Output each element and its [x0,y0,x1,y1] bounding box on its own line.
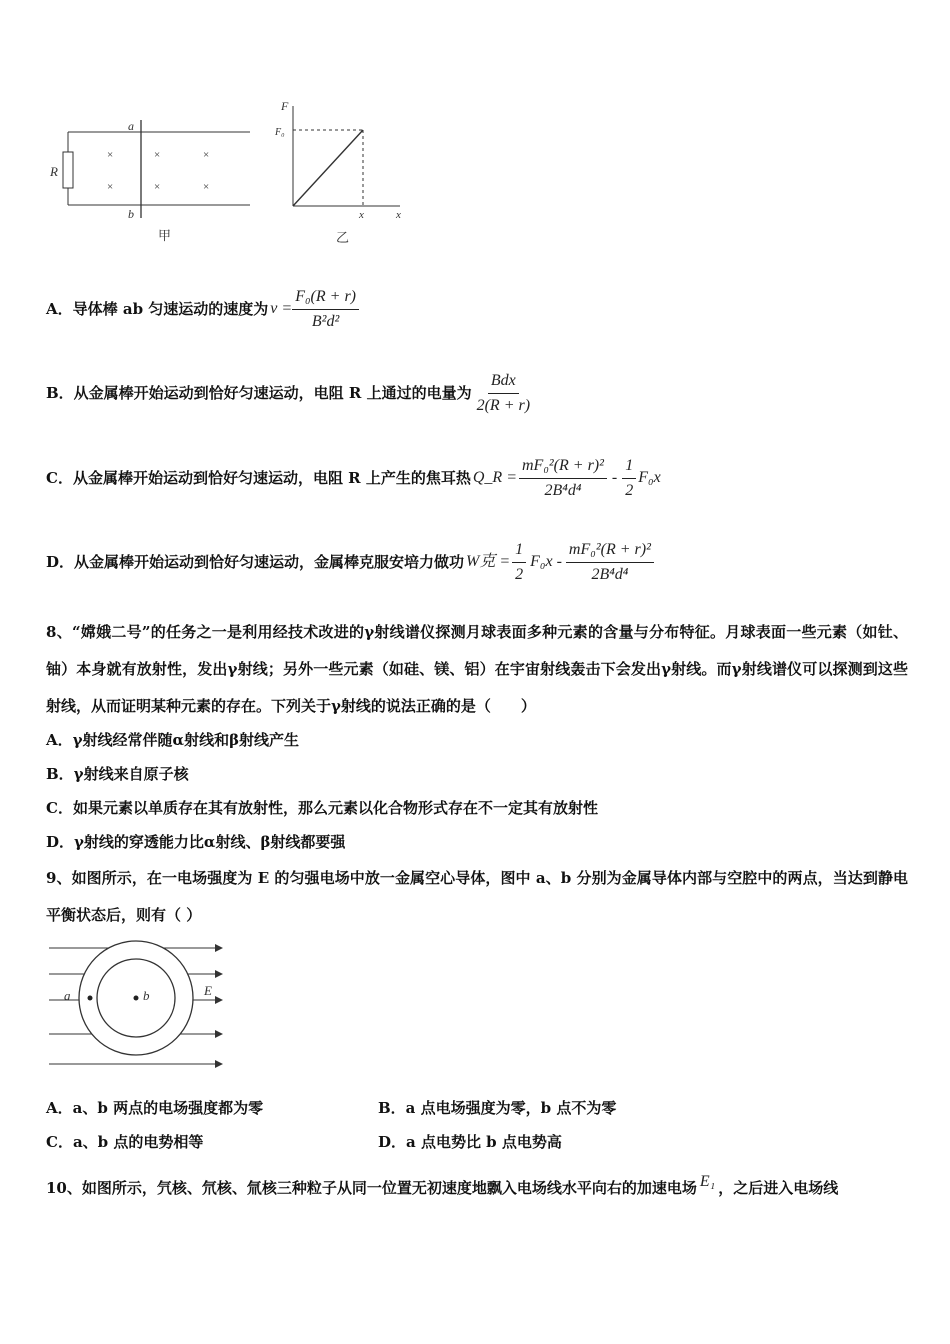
q7-option-d-mid: F₀x - [530,553,562,570]
label-a: a [128,119,134,133]
resistor-symbol [63,152,73,188]
q10-symbol-E1: E₁ [699,1173,716,1190]
q7-option-a-fraction [292,287,359,332]
q7-option-d-half-num: 1 [512,540,526,563]
q7-option-c[interactable] [46,452,661,504]
q7-option-c-lhs: Q_R = [472,469,517,486]
q7-option-c-tail: F₀x [638,469,661,486]
q7-option-c-half-num: 1 [622,456,636,479]
q8-option-b[interactable]: B．γ射线来自原子核 [46,765,189,783]
label-point-b: b [143,988,150,1003]
q7-option-c-text: C．从金属棒开始运动到恰好匀速运动，电阻 R 上产生的焦耳热 [46,469,471,487]
q7-option-c-half [622,456,636,501]
axis-label-F: F [281,99,289,113]
q7-option-d-text: D．从金属棒开始运动到恰好匀速运动，金属棒克服安培力做功 [46,553,465,571]
q7-option-a-denominator: B²d² [311,312,340,330]
q10-stem-text: 10、如图所示，氕核、氘核、氚核三种粒子从同一位置无初速度地飘入电场线水平向右的加速电场 [46,1179,697,1197]
q7-option-d-numerator: mF₀²(R + r)² [566,540,654,563]
q7-option-c-fraction [519,456,607,501]
q9-option-c[interactable]: C．a、b 点的电势相等 [46,1133,204,1151]
q7-option-d-denominator: 2B⁴d⁴ [591,565,629,583]
axis-label-x: x [396,209,401,221]
q7-option-d-lhs: W克 = [466,553,511,570]
q7-option-c-numerator: mF₀²(R + r)² [519,456,607,479]
svg-text:×: × [107,181,114,193]
svg-text:×: × [154,181,161,193]
magnetic-field-markers [107,149,209,193]
q9-option-b[interactable]: B．a 点电场强度为零，b 点不为零 [378,1099,617,1117]
svg-text:×: × [203,149,210,161]
q8-option-a[interactable]: A．γ射线经常伴随α射线和β射线产生 [46,731,300,749]
label-field-E: E [204,983,212,998]
q7-option-d-half [512,540,526,585]
caption-jia: 甲 [158,228,172,243]
q10-stem [46,1173,839,1198]
label-point-a: a [64,988,71,1003]
q7-option-a[interactable] [46,284,359,334]
q7-option-c-minus: - [611,469,618,486]
label-b: b [128,207,134,221]
label-F0: F₀ [275,127,285,138]
force-line [293,130,363,206]
q7-option-d-half-den: 2 [515,565,524,583]
q10-stem-tail: ，之后进入电场线 [718,1179,839,1197]
q7-option-d-fraction [566,540,654,585]
q7-option-c-denominator: 2B⁴d⁴ [544,481,582,499]
figure-yi [270,98,410,248]
q7-option-a-numerator: F₀(R + r) [292,287,359,310]
q9-stem: 9、如图所示，在一电场强度为 E 的匀强电场中放一金属空心导体，图中 a、b 分别为金属导体内部与空腔中的两点，当达到静电平衡状态后，则有（ ） [46,869,908,924]
q7-option-d[interactable] [46,536,654,588]
q7-option-b-numerator: Bdx [488,371,519,394]
svg-text:×: × [154,149,161,161]
label-x0: x [359,209,364,221]
figure-jia [40,110,255,245]
q9-option-a[interactable]: A．a、b 两点的电场强度都为零 [46,1099,264,1117]
q7-option-c-half-den: 2 [625,481,634,499]
q8-option-d[interactable]: D．γ射线的穿透能力比α射线、β射线都要强 [46,833,346,851]
q7-option-b-fraction [474,371,533,416]
q7-option-b-denominator: 2(R + r) [476,396,531,414]
q7-option-b[interactable] [46,368,533,418]
svg-text:×: × [107,149,114,161]
label-R: R [50,164,58,179]
caption-yi: 乙 [336,230,350,245]
figure-hollow-conductor [44,936,229,1076]
q7-option-b-text: B．从金属棒开始运动到恰好匀速运动，电阻 R 上通过的电量为 [46,384,472,402]
q7-option-a-text: A．导体棒 ab 匀速运动的速度为 [46,300,269,318]
q7-option-a-lhs: v = [270,300,293,317]
point-b-dot [134,996,139,1001]
point-a-dot [88,996,93,1001]
q8-stem: 8、“嫦娥二号”的任务之一是利用经技术改进的γ射线谱仪探测月球表面多种元素的含量与分布特征。月球表面一些元素（如钍、铀）本身就有放射性，发出γ射线；另外一些元素（如硅、镁、铝）在宇宙射线轰击下会发出γ射线。而γ射线谱仪可以探测到这些射线，从而证明某种元素的存在。下列关于γ射线的说法正确的是（ ） [46,623,908,715]
svg-text:×: × [203,181,210,193]
q9-option-d[interactable]: D．a 点电势比 b 点电势高 [378,1133,562,1151]
q8-option-c[interactable]: C．如果元素以单质存在其有放射性，那么元素以化合物形式存在不一定其有放射性 [46,799,598,817]
